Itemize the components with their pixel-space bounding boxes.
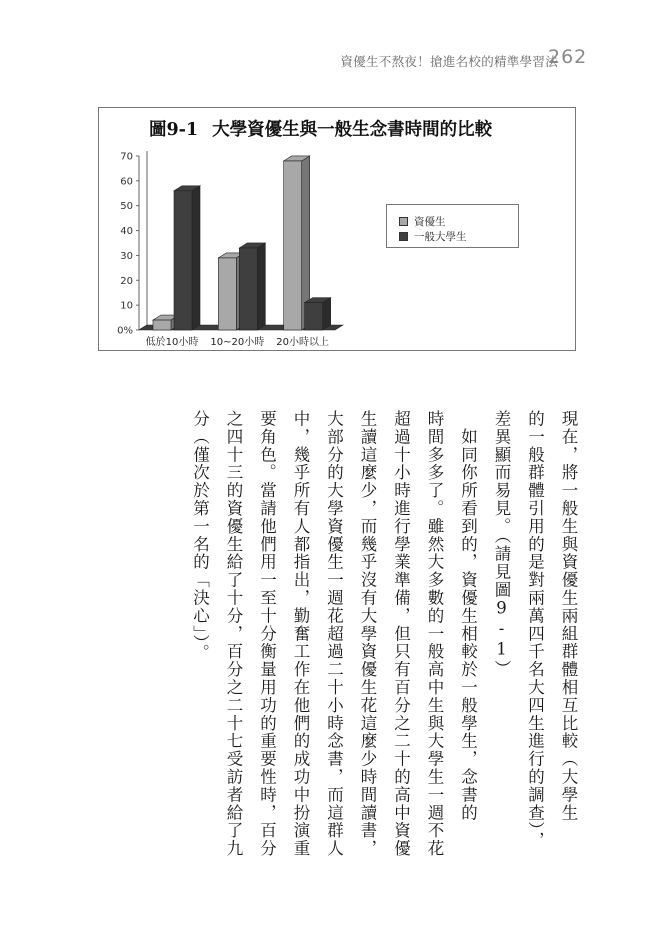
legend-label-average: 一般大學生 bbox=[414, 230, 467, 243]
y-tick-label: 70 bbox=[120, 151, 133, 163]
text-column: 的一般群體引用的是對兩萬四千名大四生進行的調查）， bbox=[525, 410, 545, 850]
text-column: 要角色。當請他們用一至十分衡量用功的重要性時，百分 bbox=[257, 410, 277, 858]
legend-item-average bbox=[399, 229, 467, 243]
y-tick-label: 60 bbox=[120, 176, 133, 188]
text-column: 如同你所看到的，資優生相較於一般學生，念書的 bbox=[458, 410, 478, 822]
bar bbox=[284, 161, 302, 330]
text-column: 超過十小時進行學業準備，但只有百分之二十的高中資優 bbox=[391, 410, 411, 858]
y-tick-label: 20 bbox=[120, 275, 133, 287]
text-column: 差異顯而易見。（請見圖9-1） bbox=[492, 410, 511, 678]
running-header bbox=[0, 44, 663, 74]
page-number: 262 bbox=[548, 46, 588, 68]
y-axis-wall bbox=[139, 151, 147, 330]
y-tick-label: 30 bbox=[120, 250, 133, 262]
legend-label-gifted: 資優生 bbox=[414, 215, 446, 228]
y-tick-label: 10 bbox=[120, 300, 133, 312]
text-column: 中，幾乎所有人都指出，勤奮工作在他們的成功中扮演重 bbox=[291, 410, 310, 858]
figure-caption: 大學資優生與一般生念書時間的比較 bbox=[212, 120, 493, 140]
legend-item-gifted bbox=[399, 214, 446, 228]
bar bbox=[239, 248, 257, 330]
figure-number: 圖9-1 bbox=[149, 120, 199, 140]
chart-legend bbox=[386, 204, 519, 248]
y-tick-label: 50 bbox=[120, 201, 133, 213]
legend-swatch-gifted bbox=[399, 217, 408, 226]
text-column: 大部分的大學資優生一週花超過二十小時念書，而這群人 bbox=[324, 410, 344, 858]
bar bbox=[174, 191, 192, 330]
x-category-label: 10~20小時 bbox=[210, 337, 265, 348]
y-tick-label: 40 bbox=[120, 226, 133, 238]
y-tick-label: 0% bbox=[117, 325, 133, 337]
legend-swatch-average bbox=[399, 232, 408, 241]
text-column: 分（僅次於第一名的「決心」）。 bbox=[190, 410, 210, 662]
bar bbox=[153, 320, 171, 330]
bar-side bbox=[257, 243, 265, 330]
bar-side bbox=[192, 186, 200, 330]
text-column: 現在，將一般生與資優生兩組群體相互比較（大學生 bbox=[559, 410, 578, 822]
text-column: 之四十三的資優生給了十分，百分之二十七受訪者給了九 bbox=[224, 410, 243, 858]
x-category-label: 低於10小時 bbox=[145, 337, 199, 348]
text-column: 生讀這麼少，而幾乎沒有大學資優生花這麼少時間讀書， bbox=[358, 410, 377, 858]
figure-chart-box bbox=[98, 107, 576, 351]
bar bbox=[218, 258, 236, 330]
x-category-label: 20小時以上 bbox=[276, 337, 330, 348]
book-title: 資優生不熬夜！搶進名校的精準學習法 bbox=[340, 54, 558, 69]
bar bbox=[305, 303, 323, 330]
text-column: 時間多多了。雖然大多數的一般高中生與大學生一週不花 bbox=[425, 410, 444, 858]
vertical-body-text bbox=[190, 410, 580, 880]
bar-side bbox=[323, 298, 331, 330]
figure-title bbox=[99, 116, 575, 141]
